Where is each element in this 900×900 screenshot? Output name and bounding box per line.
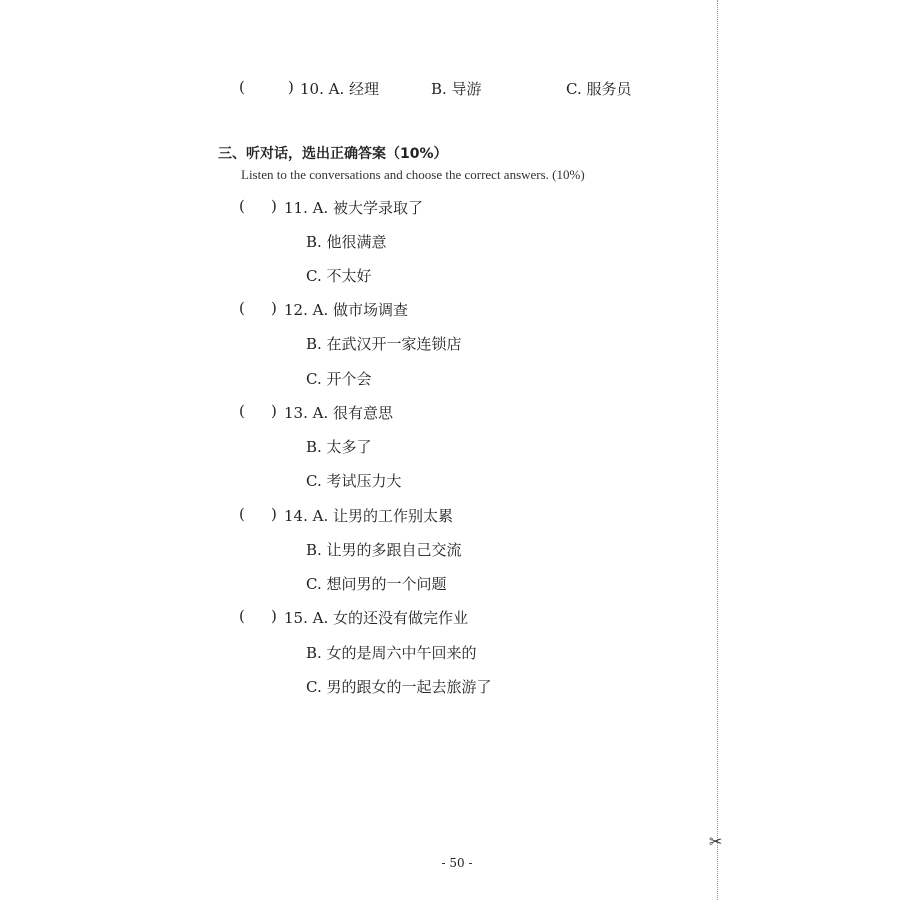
q11-option-a: 11. A. 被大学录取了 — [284, 199, 423, 217]
answer-paren-right: ) — [271, 197, 277, 215]
q12-option-b: B. 在武汉开一家连锁店 — [306, 335, 462, 353]
q15-option-a: 15. A. 女的还没有做完作业 — [284, 609, 468, 627]
cut-line — [717, 0, 718, 900]
q14-option-a: 14. A. 让男的工作别太累 — [284, 507, 453, 525]
answer-paren-right: ) — [271, 402, 277, 420]
q14-option-b: B. 让男的多跟自己交流 — [306, 541, 462, 559]
answer-paren-right: ) — [271, 299, 277, 317]
q10-option-b: B. 导游 — [431, 80, 482, 98]
q13-option-a: 13. A. 很有意思 — [284, 404, 393, 422]
q11-option-b: B. 他很满意 — [306, 233, 387, 251]
q15-option-b: B. 女的是周六中午回来的 — [306, 644, 477, 662]
section-title: 三、听对话，选出正确答案（10%） — [218, 146, 448, 162]
section-subtitle: Listen to the conversations and choose the correct answers. (10%) — [241, 167, 585, 182]
q10-option-a: 10. A. 经理 — [300, 80, 379, 98]
answer-paren-left: ( — [239, 299, 245, 317]
page-number: - 50 - — [441, 856, 473, 870]
answer-paren-left: ( — [239, 607, 245, 625]
answer-paren-left: ( — [239, 78, 245, 96]
q11-option-c: C. 不太好 — [306, 267, 372, 285]
q12-option-a: 12. A. 做市场调查 — [284, 301, 408, 319]
answer-paren-right: ) — [288, 78, 294, 96]
q12-option-c: C. 开个会 — [306, 370, 372, 388]
answer-paren-right: ) — [271, 505, 277, 523]
page-number-row — [0, 856, 900, 870]
answer-paren-left: ( — [239, 505, 245, 523]
q13-option-b: B. 太多了 — [306, 438, 372, 456]
q10-option-c: C. 服务员 — [566, 80, 632, 98]
q14-option-c: C. 想问男的一个问题 — [306, 575, 447, 593]
answer-paren-left: ( — [239, 197, 245, 215]
q15-option-c: C. 男的跟女的一起去旅游了 — [306, 678, 492, 696]
scissors-icon: ✂ — [709, 832, 723, 851]
answer-paren-left: ( — [239, 402, 245, 420]
q13-option-c: C. 考试压力大 — [306, 472, 402, 490]
answer-paren-right: ) — [271, 607, 277, 625]
